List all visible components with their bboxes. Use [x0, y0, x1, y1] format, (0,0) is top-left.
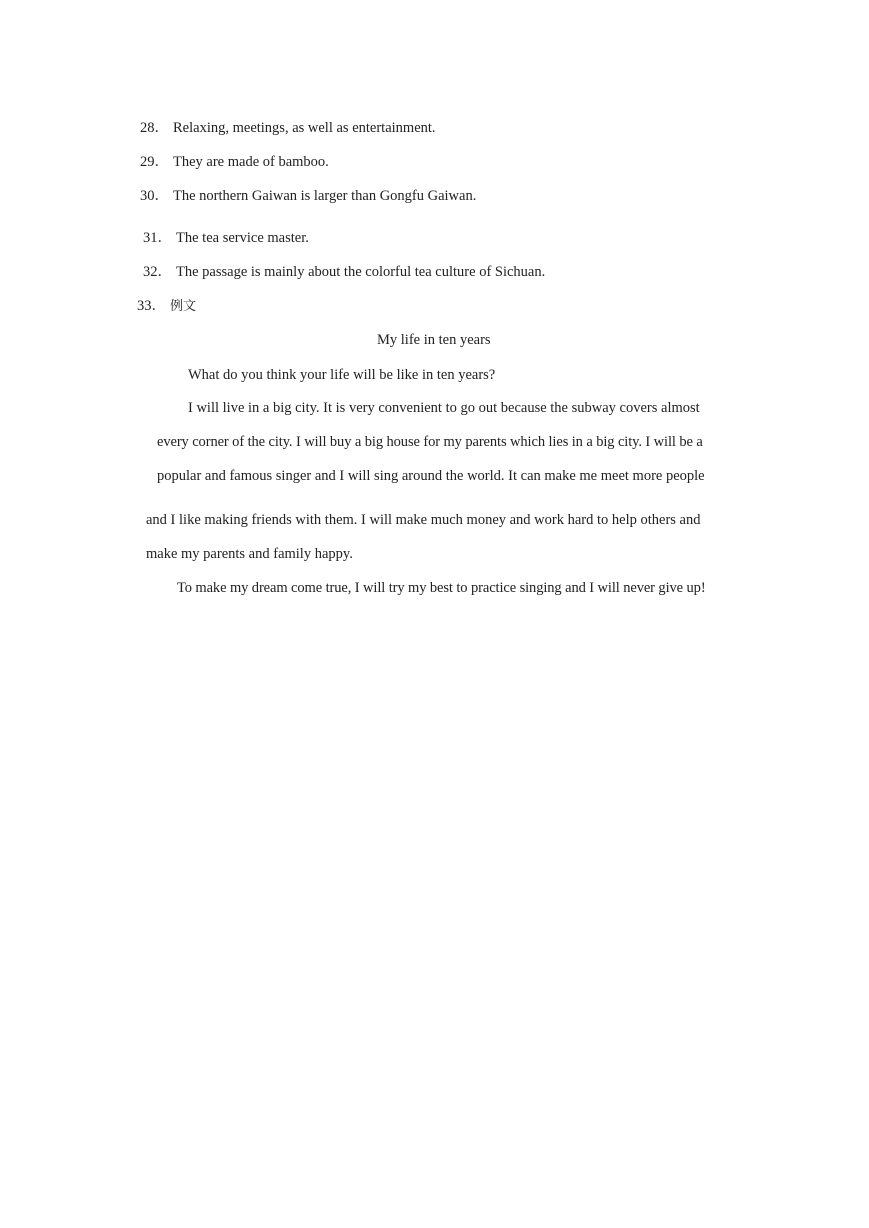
answer-31 [143, 229, 309, 247]
answer-32 [143, 263, 545, 281]
essay-line: What do you think your life will be like in ten years? [188, 367, 496, 383]
answer-text: The tea service master. [176, 230, 309, 246]
answer-text: They are made of bamboo. [173, 154, 329, 170]
answer-text: 例文 [170, 299, 197, 314]
essay-line: To make my dream come true, I will try my best to practice singing and I will never give up! [177, 580, 706, 596]
answer-number: 31． [143, 230, 172, 246]
essay-title: My life in ten years [377, 332, 491, 348]
answer-text: The passage is mainly about the colorful tea culture of Sichuan. [176, 264, 546, 280]
answer-number: 33． [137, 298, 166, 314]
answer-text: The northern Gaiwan is larger than Gongfu Gaiwan. [173, 188, 477, 204]
answer-text: Relaxing, meetings, as well as entertainment. [173, 120, 436, 136]
answer-29 [140, 153, 329, 171]
essay-line: every corner of the city. I will buy a big house for my parents which lies in a big city. I will be a [157, 434, 703, 450]
answer-28 [140, 119, 436, 137]
essay-line: make my parents and family happy. [146, 546, 353, 562]
essay-line: I will live in a big city. It is very convenient to go out because the subway covers almost [188, 400, 700, 416]
answer-number: 32． [143, 264, 172, 280]
essay-line: and I like making friends with them. I will make much money and work hard to help others and [146, 512, 701, 528]
essay-line: popular and famous singer and I will sing around the world. It can make me meet more people [157, 468, 705, 484]
answer-number: 28． [140, 120, 169, 136]
answer-number: 29． [140, 154, 169, 170]
answer-number: 30． [140, 188, 169, 204]
answer-33 [137, 297, 196, 316]
answer-30 [140, 187, 476, 205]
